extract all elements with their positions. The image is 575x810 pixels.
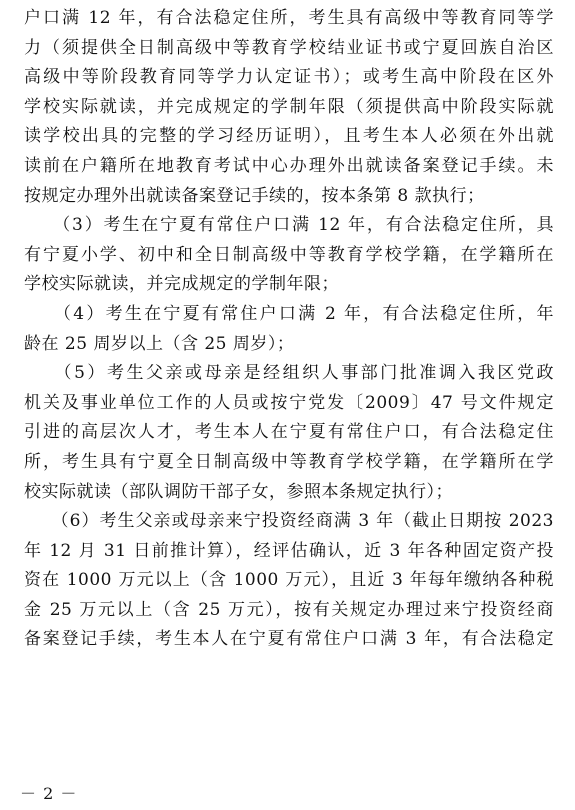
text-line: 学校实际就读，并完成规定的学制年限（须提供高中阶段实际就: [24, 96, 554, 117]
text-line: 备案登记手续，考生本人在宁夏有常住户口满 3 年，有合法稳定: [24, 629, 554, 650]
text-line: 机关及事业单位工作的人员或按宁党发〔2009〕47 号文件规定: [24, 392, 554, 413]
text-line: （5）考生父亲或母亲是经组织人事部门批准调入我区党政: [24, 363, 554, 384]
text-line: 引进的高层次人才，考生本人在宁夏有常住户口，有合法稳定住: [24, 422, 554, 443]
text-line: 按规定办理外出就读备案登记手续的，按本条第 8 款执行；: [24, 185, 485, 206]
text-line: （4）考生在宁夏有常住户口满 2 年，有合法稳定住所，年: [24, 303, 554, 324]
text-line: 力（须提供全日制高级中等教育学校结业证书或宁夏回族自治区: [24, 37, 554, 58]
text-line: 户口满 12 年，有合法稳定住所，考生具有高级中等教育同等学: [24, 8, 554, 28]
text-line: 读学校出具的完整的学习经历证明），且考生本人必须在外出就: [24, 126, 554, 147]
text-line: 高级中等阶段教育同等学力认定证书）；或考生高中阶段在区外: [24, 67, 554, 88]
text-line: 龄在 25 周岁以上（含 25 周岁）；: [24, 333, 295, 354]
text-line: 年 12 月 31 日前推计算），经评估确认，近 3 年各种固定资产投: [24, 540, 554, 561]
document-body: [24, 4, 554, 655]
text-line: 学校实际就读，并完成规定的学制年限；: [24, 274, 339, 295]
text-line: 金 25 万元以上（含 25 万元），按有关规定办理过来宁投资经商: [24, 599, 554, 620]
text-line: 有宁夏小学、初中和全日制高级中等教育学校学籍，在学籍所在: [24, 244, 554, 265]
text-line: 资在 1000 万元以上（含 1000 万元），且近 3 年每年缴纳各种税: [24, 570, 554, 591]
text-line: （6）考生父亲或母亲来宁投资经商满 3 年（截止日期按 2023: [24, 511, 554, 532]
page-number: － 2 －: [20, 784, 78, 803]
text-line: 校实际就读（部队调防干部子女，参照本条规定执行）；: [24, 481, 453, 502]
text-line: 所，考生具有宁夏全日制高级中等教育学校学籍，在学籍所在学: [24, 451, 554, 472]
text-line: 读前在户籍所在地教育考试中心办理外出就读备案登记手续。未: [24, 155, 554, 176]
text-line: （3）考生在宁夏有常住户口满 12 年，有合法稳定住所，具: [24, 215, 554, 236]
